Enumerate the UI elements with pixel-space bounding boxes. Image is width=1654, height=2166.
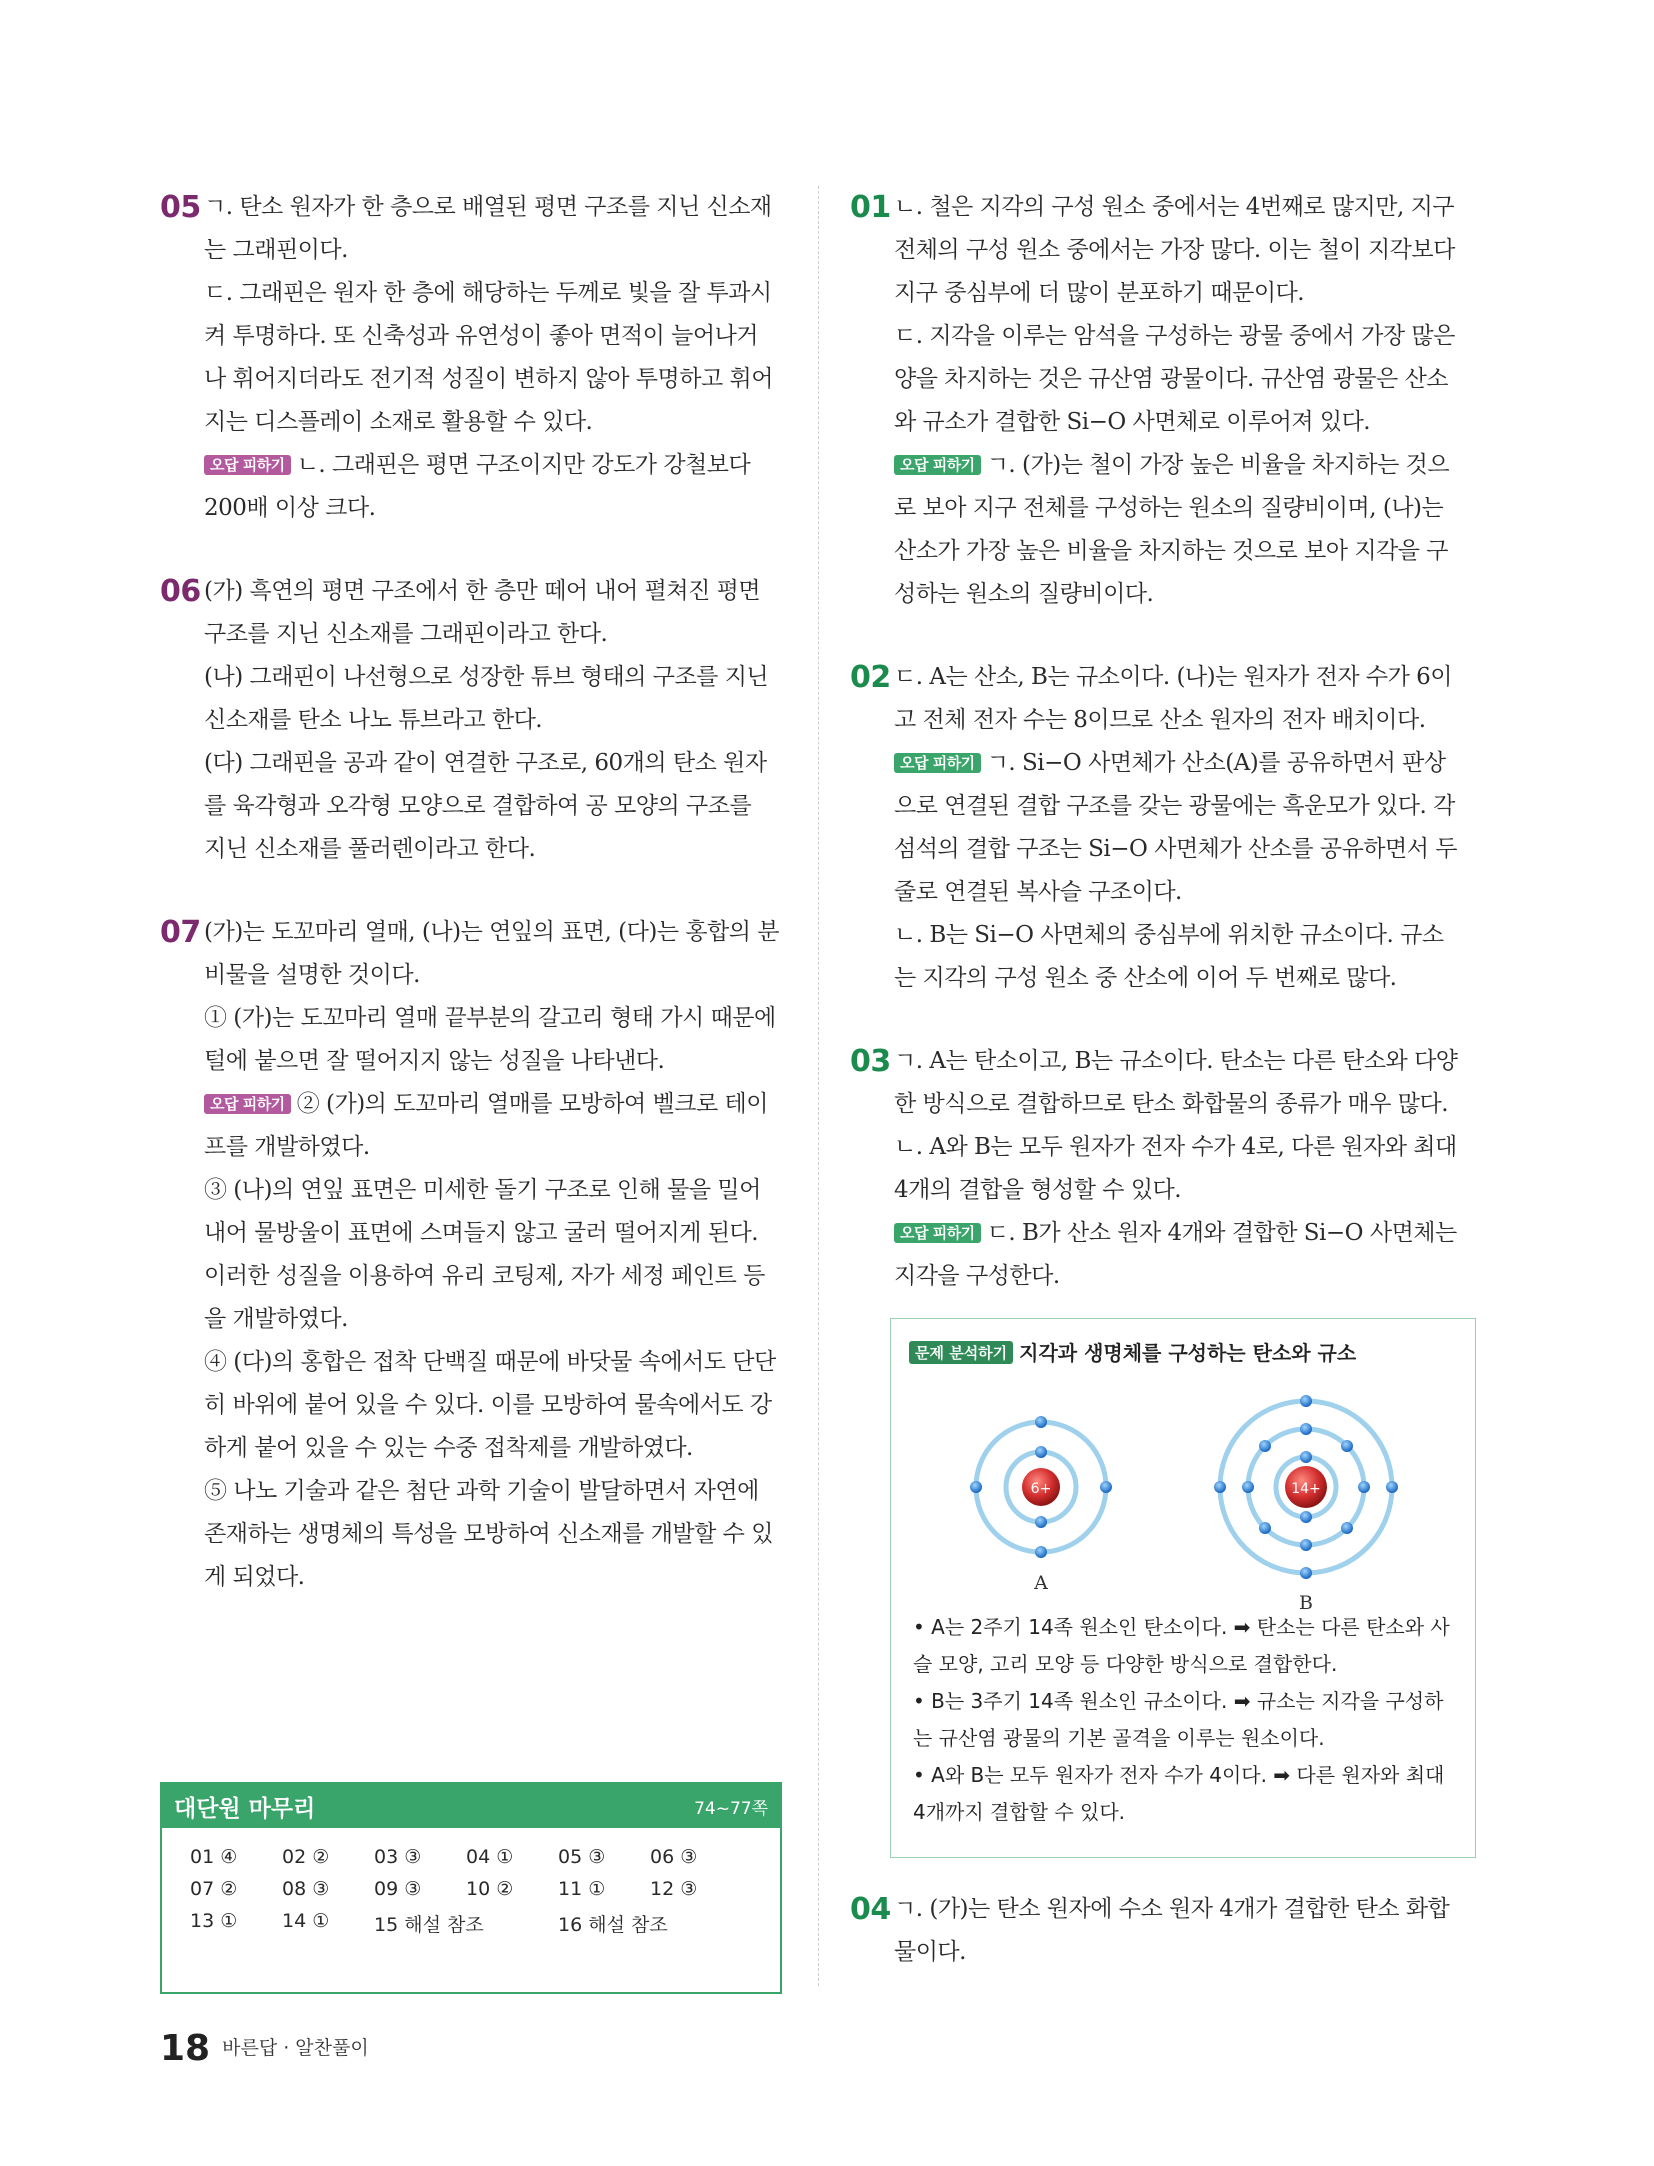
answer-item: 01 ④	[190, 1846, 238, 1868]
question-04	[850, 1888, 1480, 1974]
bullet-item	[913, 1609, 1458, 1683]
text-line: ㄴ. B는 Si−O 사면체의 중심부에 위치한 규소이다. 규소	[894, 922, 1444, 948]
column-divider	[818, 186, 819, 1986]
text-line: ③ (나)의 연잎 표면은 미세한 돌기 구조로 인해 물을 밀어	[204, 1177, 761, 1203]
answer-item: 14 ①	[282, 1910, 330, 1932]
text-line: ② (가)의 도꼬마리 열매를 모방하여 벨크로 테이	[296, 1091, 768, 1117]
analysis-title-text: 지각과 생명체를 구성하는 탄소와 규소	[1019, 1341, 1357, 1365]
text-line: 나 휘어지더라도 전기적 성질이 변하지 않아 투명하고 휘어	[204, 366, 773, 392]
text-line: 200배 이상 크다.	[204, 495, 376, 521]
wrong-answer-badge: 오답 피하기	[204, 1094, 291, 1114]
text-line: 줄로 연결된 복사슬 구조이다.	[894, 879, 1182, 905]
text-line: 구조를 지닌 신소재를 그래핀이라고 한다.	[204, 621, 608, 647]
atom-b-label: B	[1299, 1592, 1313, 1609]
text-line: ㄱ. (가)는 철이 가장 높은 비율을 차지하는 것으	[986, 452, 1450, 478]
text-line: 를 육각형과 오각형 모양으로 결합하여 공 모양의 구조를	[204, 793, 752, 819]
text-line: (다) 그래핀을 공과 같이 연결한 구조로, 60개의 탄소 원자	[204, 750, 767, 776]
bullet-line: • B는 3주기 14족 원소인 규소이다. ➡ 규소는 지각을 구성하	[913, 1689, 1444, 1713]
answer-item: 16 해설 참조	[558, 1914, 668, 1936]
text-line: (가)는 도꼬마리 열매, (나)는 연잎의 표면, (다)는 홍합의 분	[204, 919, 780, 945]
text-line: ④ (다)의 홍합은 접착 단백질 때문에 바닷물 속에서도 단단	[204, 1349, 776, 1375]
question-07	[160, 911, 780, 1599]
text-line: 한 방식으로 결합하므로 탄소 화합물의 종류가 매우 많다.	[894, 1091, 1449, 1117]
text-line: 로 보아 지구 전체를 구성하는 원소의 질량비이며, (나)는	[894, 495, 1444, 521]
text-line: (나) 그래핀이 나선형으로 성장한 튜브 형태의 구조를 지닌	[204, 664, 769, 690]
bullet-line: 는 규산염 광물의 기본 골격을 이루는 원소이다.	[913, 1726, 1325, 1750]
text-line	[894, 742, 1480, 785]
text-line: 켜 투명하다. 또 신축성과 유연성이 좋아 면적이 늘어나거	[204, 323, 759, 349]
text-line: ㄷ. 그래핀은 원자 한 층에 해당하는 두께로 빛을 잘 투과시	[204, 280, 772, 306]
nucleus-b-label: 14+	[1291, 1481, 1321, 1497]
question-number: 02	[850, 660, 891, 695]
text-line	[204, 444, 780, 487]
text-line: ㄱ. (가)는 탄소 원자에 수소 원자 4개가 결합한 탄소 화합	[894, 1896, 1450, 1922]
answer-item: 06 ③	[650, 1846, 698, 1868]
text-line: ① (가)는 도꼬마리 열매 끝부분의 갈고리 형태 가시 때문에	[204, 1005, 776, 1031]
text-line: 프를 개발하였다.	[204, 1134, 370, 1160]
atom-a	[970, 1416, 1112, 1594]
left-column	[160, 186, 780, 1639]
text-line: ㄴ. 그래핀은 평면 구조이지만 강도가 강철보다	[296, 452, 751, 478]
wrong-answer-badge: 오답 피하기	[894, 455, 981, 475]
text-line: ㄴ. A와 B는 모두 원자가 전자 수가 4로, 다른 원자와 최대	[894, 1134, 1457, 1160]
question-01	[850, 186, 1480, 616]
question-number: 07	[160, 915, 201, 950]
text-line: 와 규소가 결합한 Si−O 사면체로 이루어져 있다.	[894, 409, 1371, 435]
question-number: 03	[850, 1044, 891, 1079]
page-number: 18	[160, 2028, 211, 2069]
question-03	[850, 1040, 1480, 1298]
analysis-title	[909, 1337, 1356, 1366]
text-line: 으로 연결된 결합 구조를 갖는 광물에는 흑운모가 있다. 각	[894, 793, 1455, 819]
text-line: 을 개발하였다.	[204, 1306, 348, 1332]
question-number: 06	[160, 574, 201, 609]
answer-item: 07 ②	[190, 1878, 238, 1900]
text-line: 성하는 원소의 질량비이다.	[894, 581, 1154, 607]
nucleus-a-label: 6+	[1030, 1481, 1052, 1497]
wrong-answer-badge: 오답 피하기	[894, 753, 981, 773]
text-line: 지각을 구성한다.	[894, 1263, 1060, 1289]
answer-item: 15 해설 참조	[374, 1914, 484, 1936]
answer-item: 04 ①	[466, 1846, 514, 1868]
bullet-item	[913, 1683, 1458, 1757]
answer-item: 10 ②	[466, 1878, 514, 1900]
answer-item: 09 ③	[374, 1878, 422, 1900]
answer-item: 05 ③	[558, 1846, 606, 1868]
text-line: 히 바위에 붙어 있을 수 있다. 이를 모방하여 물속에서도 강	[204, 1392, 772, 1418]
text-line: 는 그래핀이다.	[204, 237, 348, 263]
text-line: 는 지각의 구성 원소 중 산소에 이어 두 번째로 많다.	[894, 965, 1397, 991]
text-line: 전체의 구성 원소 중에서는 가장 많다. 이는 철이 지각보다	[894, 237, 1455, 263]
question-number: 04	[850, 1892, 891, 1927]
answer-item: 02 ②	[282, 1846, 330, 1868]
question-06	[160, 570, 780, 871]
text-line: 게 되었다.	[204, 1564, 305, 1590]
atom-diagrams	[891, 1379, 1477, 1609]
text-line: 지구 중심부에 더 많이 분포하기 때문이다.	[894, 280, 1305, 306]
bullet-line: • A는 2주기 14족 원소인 탄소이다. ➡ 탄소는 다른 탄소와 사	[913, 1615, 1450, 1639]
analysis-box	[890, 1318, 1476, 1858]
text-line: 산소가 가장 높은 비율을 차지하는 것으로 보아 지각을 구	[894, 538, 1449, 564]
wrong-answer-badge: 오답 피하기	[894, 1223, 981, 1243]
book-title: 바른답 · 알찬풀이	[222, 2037, 369, 2059]
atom-a-label: A	[1034, 1572, 1048, 1594]
page-footer	[160, 2028, 369, 2069]
text-line: 물이다.	[894, 1939, 966, 1965]
text-line: ㄱ. 탄소 원자가 한 층으로 배열된 평면 구조를 지닌 신소재	[204, 194, 772, 220]
text-line: 이러한 성질을 이용하여 유리 코팅제, 자가 세정 페인트 등	[204, 1263, 765, 1289]
answer-item: 08 ③	[282, 1878, 330, 1900]
text-line: ㄷ. B가 산소 원자 4개와 결합한 Si−O 사면체는	[986, 1220, 1457, 1246]
bullet-item	[913, 1757, 1458, 1831]
text-line	[204, 1083, 780, 1126]
answer-key-header	[162, 1784, 780, 1828]
text-line: ㄴ. 철은 지각의 구성 원소 중에서는 4번째로 많지만, 지구	[894, 194, 1455, 220]
text-line: 양을 차지하는 것은 규산염 광물이다. 규산염 광물은 산소	[894, 366, 1449, 392]
text-line: 비물을 설명한 것이다.	[204, 962, 420, 988]
bullet-line: • A와 B는 모두 원자가 전자 수가 4이다. ➡ 다른 원자와 최대	[913, 1763, 1445, 1787]
text-line: (가) 흑연의 평면 구조에서 한 층만 떼어 내어 펼쳐진 평면	[204, 578, 761, 604]
text-line: 지닌 신소재를 풀러렌이라고 한다.	[204, 836, 536, 862]
answer-key-title: 대단원 마무리	[174, 1795, 316, 1822]
text-line: 4개의 결합을 형성할 수 있다.	[894, 1177, 1182, 1203]
answer-item: 11 ①	[558, 1878, 606, 1900]
text-line: ㄷ. A는 산소, B는 규소이다. (나)는 원자가 전자 수가 6이	[894, 664, 1452, 690]
question-number: 05	[160, 190, 201, 225]
answer-key-box	[160, 1782, 782, 1994]
analysis-bullets	[913, 1609, 1458, 1831]
text-line: ㄱ. Si−O 사면체가 산소(A)를 공유하면서 판상	[986, 750, 1446, 776]
answer-item: 13 ①	[190, 1910, 238, 1932]
text-line: ㄱ. A는 탄소이고, B는 규소이다. 탄소는 다른 탄소와 다양	[894, 1048, 1458, 1074]
question-05	[160, 186, 780, 530]
right-column-bottom	[850, 1888, 1480, 2014]
analysis-tag: 문제 분석하기	[909, 1341, 1013, 1364]
answer-grid	[162, 1828, 780, 1937]
answer-item: 12 ③	[650, 1878, 698, 1900]
question-number: 01	[850, 190, 891, 225]
text-line: 내어 물방울이 표면에 스며들지 않고 굴러 떨어지게 된다.	[204, 1220, 759, 1246]
bullet-line: 슬 모양, 고리 모양 등 다양한 방식으로 결합한다.	[913, 1652, 1338, 1676]
text-line	[894, 1212, 1480, 1255]
question-02	[850, 656, 1480, 1000]
text-line: ⑤ 나노 기술과 같은 첨단 과학 기술이 발달하면서 자연에	[204, 1478, 759, 1504]
text-line: ㄷ. 지각을 이루는 암석을 구성하는 광물 중에서 가장 많은	[894, 323, 1455, 349]
atom-b	[1214, 1395, 1398, 1609]
bullet-line: 4개까지 결합할 수 있다.	[913, 1800, 1126, 1824]
text-line: 지는 디스플레이 소재로 활용할 수 있다.	[204, 409, 593, 435]
text-line: 털에 붙으면 잘 떨어지지 않는 성질을 나타낸다.	[204, 1048, 665, 1074]
text-line: 하게 붙어 있을 수 있는 수중 접착제를 개발하였다.	[204, 1435, 693, 1461]
right-column	[850, 186, 1480, 1338]
text-line: 섬석의 결합 구조는 Si−O 사면체가 산소를 공유하면서 두	[894, 836, 1457, 862]
text-line	[894, 444, 1480, 487]
text-line: 신소재를 탄소 나노 튜브라고 한다.	[204, 707, 543, 733]
answer-key-pages: 74~77쪽	[694, 1798, 768, 1819]
wrong-answer-badge: 오답 피하기	[204, 455, 291, 475]
answer-item: 03 ③	[374, 1846, 422, 1868]
text-line: 고 전체 전자 수는 8이므로 산소 원자의 전자 배치이다.	[894, 707, 1426, 733]
text-line: 존재하는 생명체의 특성을 모방하여 신소재를 개발할 수 있	[204, 1521, 773, 1547]
